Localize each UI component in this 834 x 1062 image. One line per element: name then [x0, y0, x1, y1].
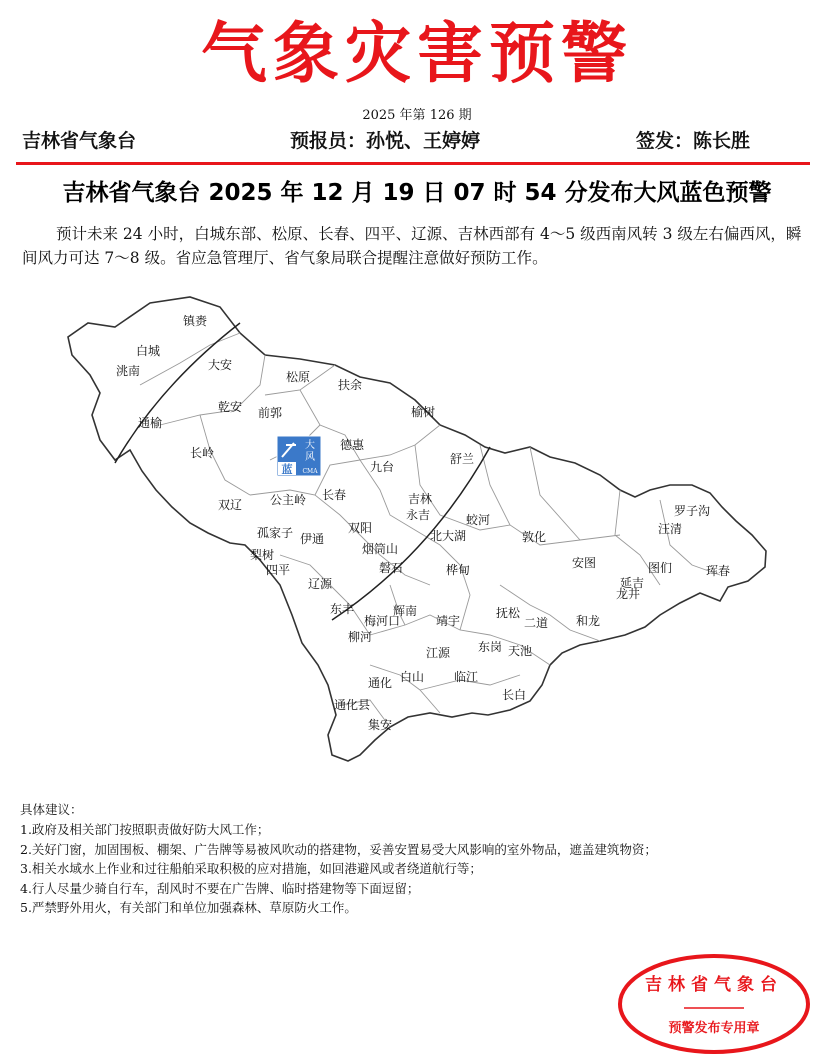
- place-label: 松原: [285, 370, 311, 384]
- place-label: 乾安: [217, 400, 243, 414]
- place-label: 柳河: [347, 630, 373, 644]
- place-label: 扶余: [337, 378, 363, 392]
- advice-title: 具体建议：: [20, 802, 83, 817]
- place-label: 抚松: [495, 606, 521, 620]
- wind-warning-icon: [277, 436, 321, 476]
- place-label: 永吉: [405, 508, 431, 522]
- place-label: 通化县: [333, 698, 371, 712]
- place-label: 磐石: [378, 561, 404, 575]
- place-label: 二道: [523, 616, 549, 630]
- place-label: 白山: [399, 670, 425, 684]
- place-label: 洮南: [115, 364, 141, 378]
- bulletin-title: 气象灾害预警: [201, 14, 633, 92]
- place-label: 罗子沟: [673, 504, 711, 518]
- warning-headline: 吉林省气象台 2025 年 12 月 19 日 07 时 54 分发布大风蓝色预警: [62, 180, 772, 206]
- advice-item: 5.严禁野外用火，有关部门和单位加强森林、草原防火工作。: [20, 900, 357, 915]
- place-label: 图们: [647, 561, 673, 575]
- warning-body: 预计未来 24 小时，白城东部、松原、长春、四平、辽源、吉林西部有 4～5 级西南风转 3 级左右偏西风，瞬间风力可达 7～8 级。省应急管理厅、省气象局联合提醒注意做好预防工作。: [22, 225, 802, 267]
- place-label: 珲春: [705, 564, 731, 578]
- place-label: 梨树: [249, 548, 275, 562]
- place-label: 德惠: [339, 438, 365, 452]
- place-label: 天池: [507, 644, 533, 658]
- place-label: 敦化: [521, 530, 547, 544]
- place-label: 榆树: [410, 405, 436, 419]
- place-label: 双阳: [347, 521, 373, 535]
- place-label: 长白: [501, 688, 527, 702]
- place-label: 辉南: [392, 604, 418, 618]
- place-label: 舒兰: [449, 452, 475, 466]
- seal-bottom-text: 预警发布专用章: [668, 1021, 760, 1036]
- place-label: 镇赉: [182, 314, 208, 328]
- place-label: 临江: [453, 670, 479, 684]
- place-label: 公主岭: [269, 493, 307, 507]
- signer-name: 签发：陈长胜: [636, 130, 751, 152]
- place-label: 蛟河: [465, 513, 491, 527]
- place-label: 辽源: [307, 577, 333, 591]
- place-label: 龙井: [615, 587, 641, 601]
- place-label: 通榆: [137, 416, 163, 430]
- icon-level: 蓝: [281, 463, 293, 476]
- place-label: 前郭: [257, 406, 283, 420]
- place-label: 靖宇: [435, 614, 461, 628]
- place-label: 伊通: [299, 532, 325, 546]
- place-label: 梅河口: [363, 614, 401, 628]
- seal-top-text: 吉林省气象台: [645, 975, 783, 995]
- forecaster-names: 预报员：孙悦、王婷婷: [290, 130, 481, 152]
- icon-text-wind: 风: [305, 452, 315, 463]
- place-label: 安图: [571, 556, 597, 570]
- place-label: 九台: [369, 460, 395, 474]
- place-label: 江源: [425, 646, 451, 660]
- place-label: 汪清: [657, 522, 683, 536]
- place-label: 长春: [321, 488, 347, 502]
- place-label: 东岗: [477, 640, 503, 654]
- place-label: 东丰: [329, 602, 355, 616]
- place-label: 通化: [367, 676, 393, 690]
- advice-item: 1.政府及相关部门按照职责做好防大风工作；: [20, 822, 270, 837]
- advice-list: [20, 820, 657, 918]
- official-seal: [616, 952, 812, 1056]
- issue-number: 2025 年第 126 期: [362, 108, 472, 123]
- place-label: 烟筒山: [361, 542, 399, 556]
- advice-item: 4.行人尽量少骑自行车，刮风时不要在广告牌、临时搭建物等下面逗留；: [20, 880, 420, 896]
- place-label: 和龙: [575, 614, 601, 628]
- place-label: 延吉: [619, 576, 645, 590]
- place-label: 大安: [207, 358, 233, 372]
- place-label: 集安: [367, 718, 393, 732]
- icon-code: CMA: [302, 468, 318, 475]
- place-label: 吉林: [407, 492, 433, 506]
- place-label: 孤家子: [256, 526, 294, 540]
- header-divider: [16, 162, 810, 165]
- place-label: 桦甸: [445, 563, 471, 577]
- place-label: 白城: [135, 344, 161, 358]
- agency-name: 吉林省气象台: [22, 130, 137, 152]
- place-label: 双辽: [217, 498, 243, 512]
- place-label: 长岭: [189, 446, 215, 460]
- advice-item: 3.相关水域水上作业和过往船舶采取积极的应对措施，如回港避风或者绕道航行等；: [20, 861, 482, 876]
- place-label: 四平: [265, 563, 291, 577]
- place-label: 北大湖: [429, 529, 467, 543]
- advice-item: 2.关好门窗，加固围板、棚架、广告牌等易被风吹动的搭建物，妥善安置易受大风影响的室外物品，遮盖建筑物资；: [20, 841, 657, 857]
- jilin-warning-map: [60, 285, 780, 785]
- icon-text-big: 大: [305, 440, 315, 451]
